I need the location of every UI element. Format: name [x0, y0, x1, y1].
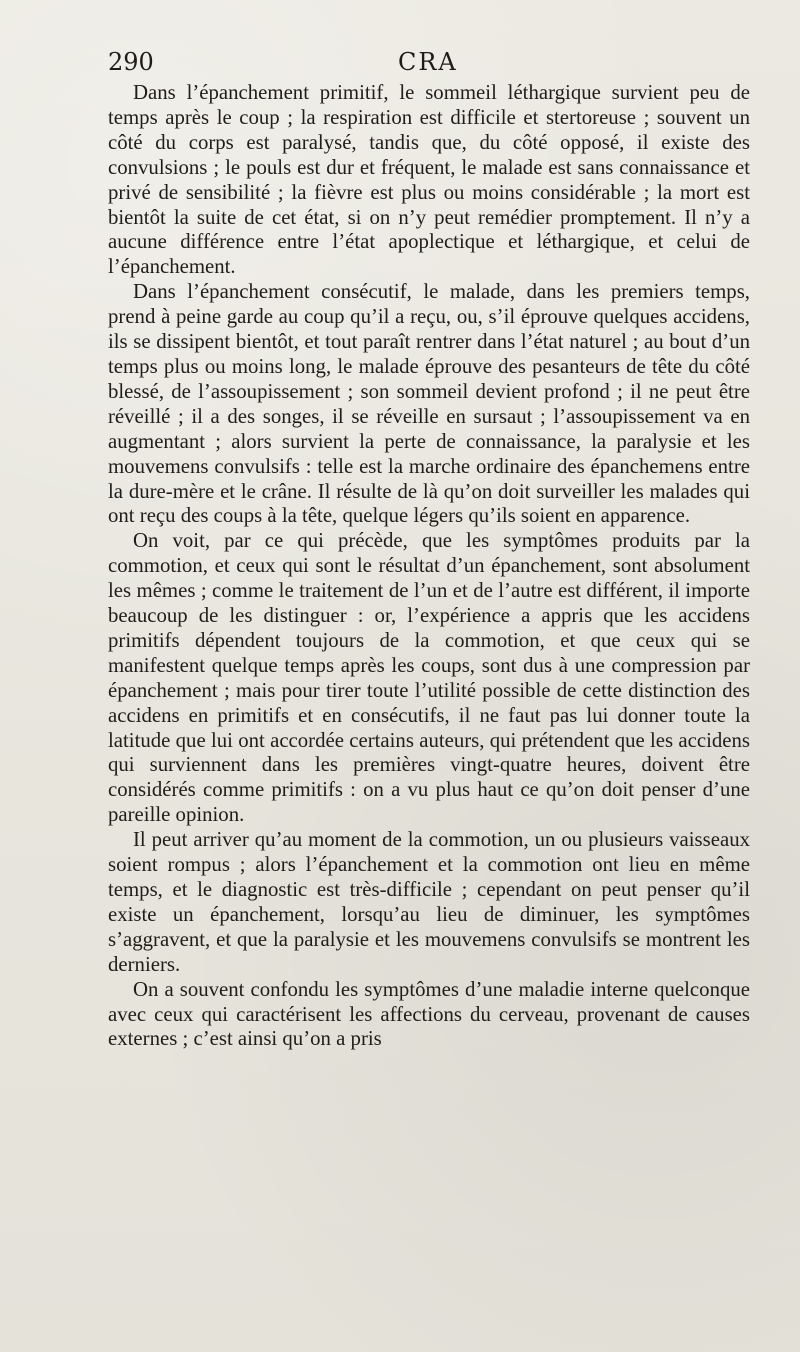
page-number: 290: [108, 48, 154, 76]
running-head: CRA: [398, 48, 458, 76]
paragraph-1: Dans l’épanchement primitif, le sommeil léthargique survient peu de temps après le coup ; la respiration est difficile et stertoreuse ; souvent un côté du corps est paralysé, tandis que, du côté opposé, il existe des convulsions ; le pouls est dur et fréquent, le malade est sans connaissance et privé de sensibilité ; la fièvre est plus ou moins considérable ; la mort est bientôt la suite de cet état, si on n’y peut remédier promptement. Il n’y a aucune différence entre l’état apoplectique et léthargique, et celui de l’épanchement.: [108, 81, 750, 279]
paragraph-5: On a souvent confondu les symptômes d’une maladie interne quelconque avec ceux qui caractérisent les affections du cerveau, provenant de causes externes ; c’est ainsi qu’on a pris: [108, 977, 750, 1051]
body-text: [108, 81, 750, 1052]
page-header: [108, 50, 758, 84]
paragraph-2: Dans l’épanchement consécutif, le malade, dans les premiers temps, prend à peine garde au coup qu’il a reçu, ou, s’il éprouve quelques accidens, ils se dissipent bientôt, et tout paraît rentrer dans l’état naturel ; au bout d’un temps plus ou moins long, le malade éprouve des pesanteurs de tête du côté blessé, de l’assoupissement ; son sommeil devient profond ; il ne peut être réveillé ; il a des songes, il se réveille en sursaut ; l’assoupissement va en augmentant ; alors survient la perte de connaissance, la paralysie et les mouvemens convulsifs : telle est la marche ordinaire des épanchemens entre la dure-mère et le crâne. Il résulte de là qu’on doit surveiller les malades qui ont reçu des coups à la tête, quelque légers qu’ils soient en apparence.: [108, 280, 750, 528]
paragraph-3: On voit, par ce qui précède, que les symptômes produits par la commotion, et ceux qui sont le résultat d’un épanchement, sont absolument les mêmes ; comme le traitement de l’un et de l’autre est différent, il importe beaucoup de les distinguer : or, l’expérience a appris que les accidens primitifs dépendent toujours de la commotion, et que ceux qui se manifestent quelque temps après les coups, sont dus à une compression par épanchement ; mais pour tirer toute l’utilité possible de cette distinction des accidens en primitifs et en consécutifs, il ne faut pas lui donner toute la latitude que lui ont accordée certains auteurs, qui prétendent que les accidens qui surviennent dans les premières vingt-quatre heures, doivent être considérés comme primitifs : on a vu plus haut ce qu’on doit penser d’une pareille opinion.: [108, 529, 750, 827]
paragraph-4: Il peut arriver qu’au moment de la commotion, un ou plusieurs vaisseaux soient rompus ; alors l’épanchement et la commotion ont lieu en même temps, et le diagnostic est très-difficile ; cependant on peut penser qu’il existe un épanchement, lorsqu’au lieu de diminuer, les symptômes s’aggravent, et que la paralysie et les mouvemens convulsifs se montrent les derniers.: [108, 828, 750, 976]
